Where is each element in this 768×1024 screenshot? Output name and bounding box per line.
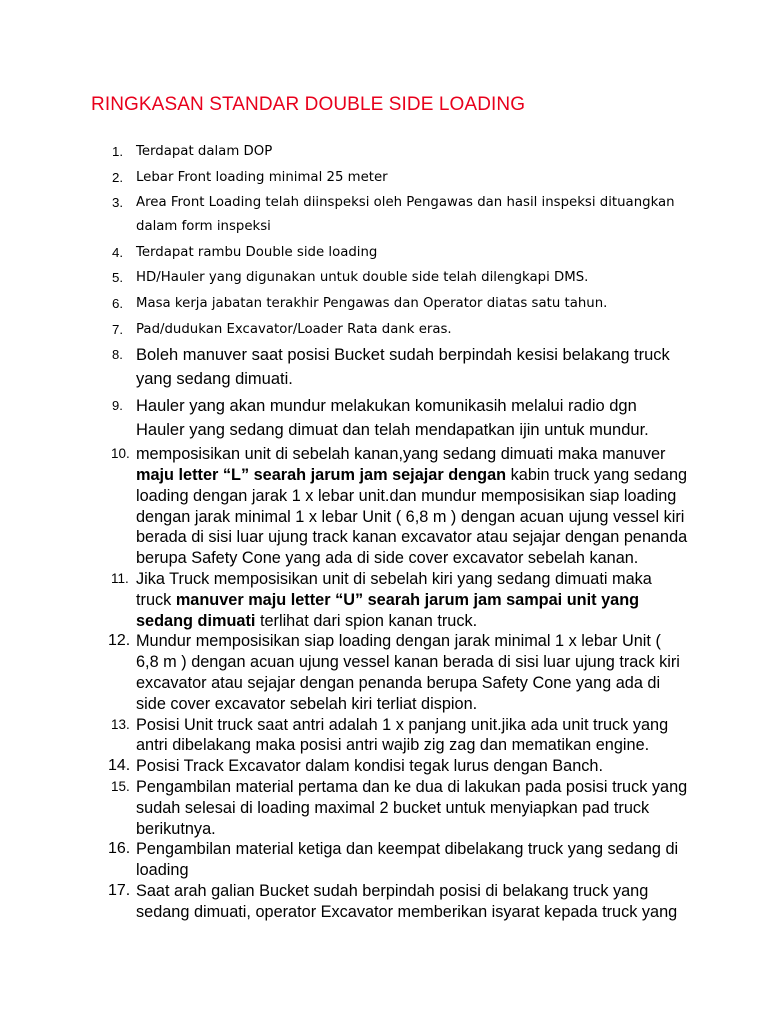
list-item bbox=[108, 756, 688, 777]
item-text: Masa kerja jabatan terakhir Pengawas dan Operator diatas satu tahun. bbox=[136, 295, 608, 311]
list-item bbox=[108, 166, 688, 190]
item-text: Posisi Track Excavator dalam kondisi tegak lurus dengan Banch. bbox=[136, 757, 603, 776]
item-text-emphasis: maju letter “L” searah jarum jam sejajar dengan bbox=[136, 465, 507, 484]
procedure-list bbox=[108, 140, 688, 922]
item-text: Pad/dudukan Excavator/Loader Rata dank eras. bbox=[136, 321, 452, 337]
item-text: Mundur memposisikan siap loading dengan jarak minimal 1 x lebar Unit ( 6,8 m ) dengan acuan ujung vessel kanan berada di sisi luar ujung track kiri excavator atau sejajar dengan penanda berupa Safety Cone yang ada di side cover excavator sebelah kiri terliat dispion. bbox=[136, 632, 680, 713]
item-text: Posisi Unit truck saat antri adalah 1 x panjang unit.jika ada unit truck yang antri dibelakang maka posisi antri wajib zig zag dan mematikan engine. bbox=[136, 715, 669, 755]
list-item bbox=[108, 318, 688, 342]
item-number: 12. bbox=[108, 632, 131, 650]
item-text-emphasis: manuver maju letter “U” searah jarum jam sampai unit yang sedang dimuati bbox=[136, 590, 640, 630]
item-text-start: memposisikan unit di sebelah kanan,yang sedang dimuati maka manuver bbox=[136, 445, 666, 464]
list-item bbox=[108, 266, 688, 290]
item-number: 7. bbox=[112, 321, 124, 337]
item-text: Terdapat dalam DOP bbox=[136, 144, 273, 159]
item-text: Saat arah galian Bucket sudah berpindah posisi di belakang truck yang sedang dimuati, operator Excavator memberikan isyarat kepada truck yang bbox=[136, 881, 678, 921]
list-item bbox=[108, 292, 688, 316]
item-number: 13. bbox=[111, 716, 130, 732]
list-item bbox=[108, 191, 688, 239]
list-item bbox=[108, 715, 688, 757]
list-item bbox=[108, 241, 688, 265]
item-text: Lebar Front loading minimal 25 meter bbox=[136, 169, 388, 185]
item-text-end: terlihat dari spion kanan truck. bbox=[255, 611, 478, 630]
item-number: 17. bbox=[108, 881, 131, 899]
item-number: 8. bbox=[112, 347, 123, 363]
list-item bbox=[108, 444, 688, 569]
item-text: Area Front Loading telah diinspeksi oleh Pengawas dan hasil inspeksi dituangkan dalam form inspeksi bbox=[136, 195, 675, 235]
item-number: 2. bbox=[112, 169, 124, 185]
item-number: 10. bbox=[111, 446, 130, 462]
item-text: Terdapat rambu Double side loading bbox=[136, 244, 378, 260]
item-number: 15. bbox=[111, 778, 130, 794]
item-text: Hauler yang akan mundur melakukan komunikasih melalui radio dgn Hauler yang sedang dimuat dan telah mendapatkan ijin untuk mundur. bbox=[136, 396, 649, 439]
item-number: 14. bbox=[108, 757, 131, 775]
item-number: 4. bbox=[112, 244, 124, 260]
item-text-end: kabin truck yang sedang loading dengan jarak 1 x lebar unit.dan mundur memposisikan siap loading dengan jarak minimal 1 x lebar Unit ( 6,8 m ) dengan acuan ujung vessel kiri berada di sisi luar ujung track kanan excavator atau sejajar dengan penanda berupa Safety Cone yang ada di side cover excavator sebelah kanan. bbox=[136, 465, 688, 568]
item-number: 9. bbox=[112, 397, 123, 413]
item-text: Boleh manuver saat posisi Bucket sudah berpindah kesisi belakang truck yang sedang dimuati. bbox=[136, 346, 670, 389]
item-text-start: Jika Truck memposisikan unit di sebelah kiri yang sedang dimuati maka truck bbox=[136, 569, 652, 609]
item-text: HD/Hauler yang digunakan untuk double side telah dilengkapi DMS. bbox=[136, 270, 589, 286]
item-number: 6. bbox=[112, 295, 124, 311]
list-item bbox=[108, 140, 688, 164]
list-item bbox=[108, 839, 688, 881]
document-title: RINGKASAN STANDAR DOUBLE SIDE LOADING bbox=[91, 94, 526, 115]
item-text: Pengambilan material pertama dan ke dua di lakukan pada posisi truck yang sudah selesai di loading maximal 2 bucket untuk menyiapkan pad truck berikutnya. bbox=[136, 777, 688, 838]
list-item bbox=[108, 777, 688, 839]
item-number: 5. bbox=[112, 270, 124, 286]
list-item bbox=[108, 343, 688, 391]
list-item bbox=[108, 394, 688, 442]
item-number: 16. bbox=[108, 840, 131, 858]
item-number: 1. bbox=[112, 144, 124, 159]
item-number: 11. bbox=[111, 570, 129, 586]
item-number: 3. bbox=[112, 195, 124, 211]
list-item bbox=[108, 881, 688, 923]
list-item bbox=[108, 631, 688, 714]
item-text: Pengambilan material ketiga dan keempat dibelakang truck yang sedang di loading bbox=[136, 840, 679, 880]
list-item bbox=[108, 569, 688, 631]
